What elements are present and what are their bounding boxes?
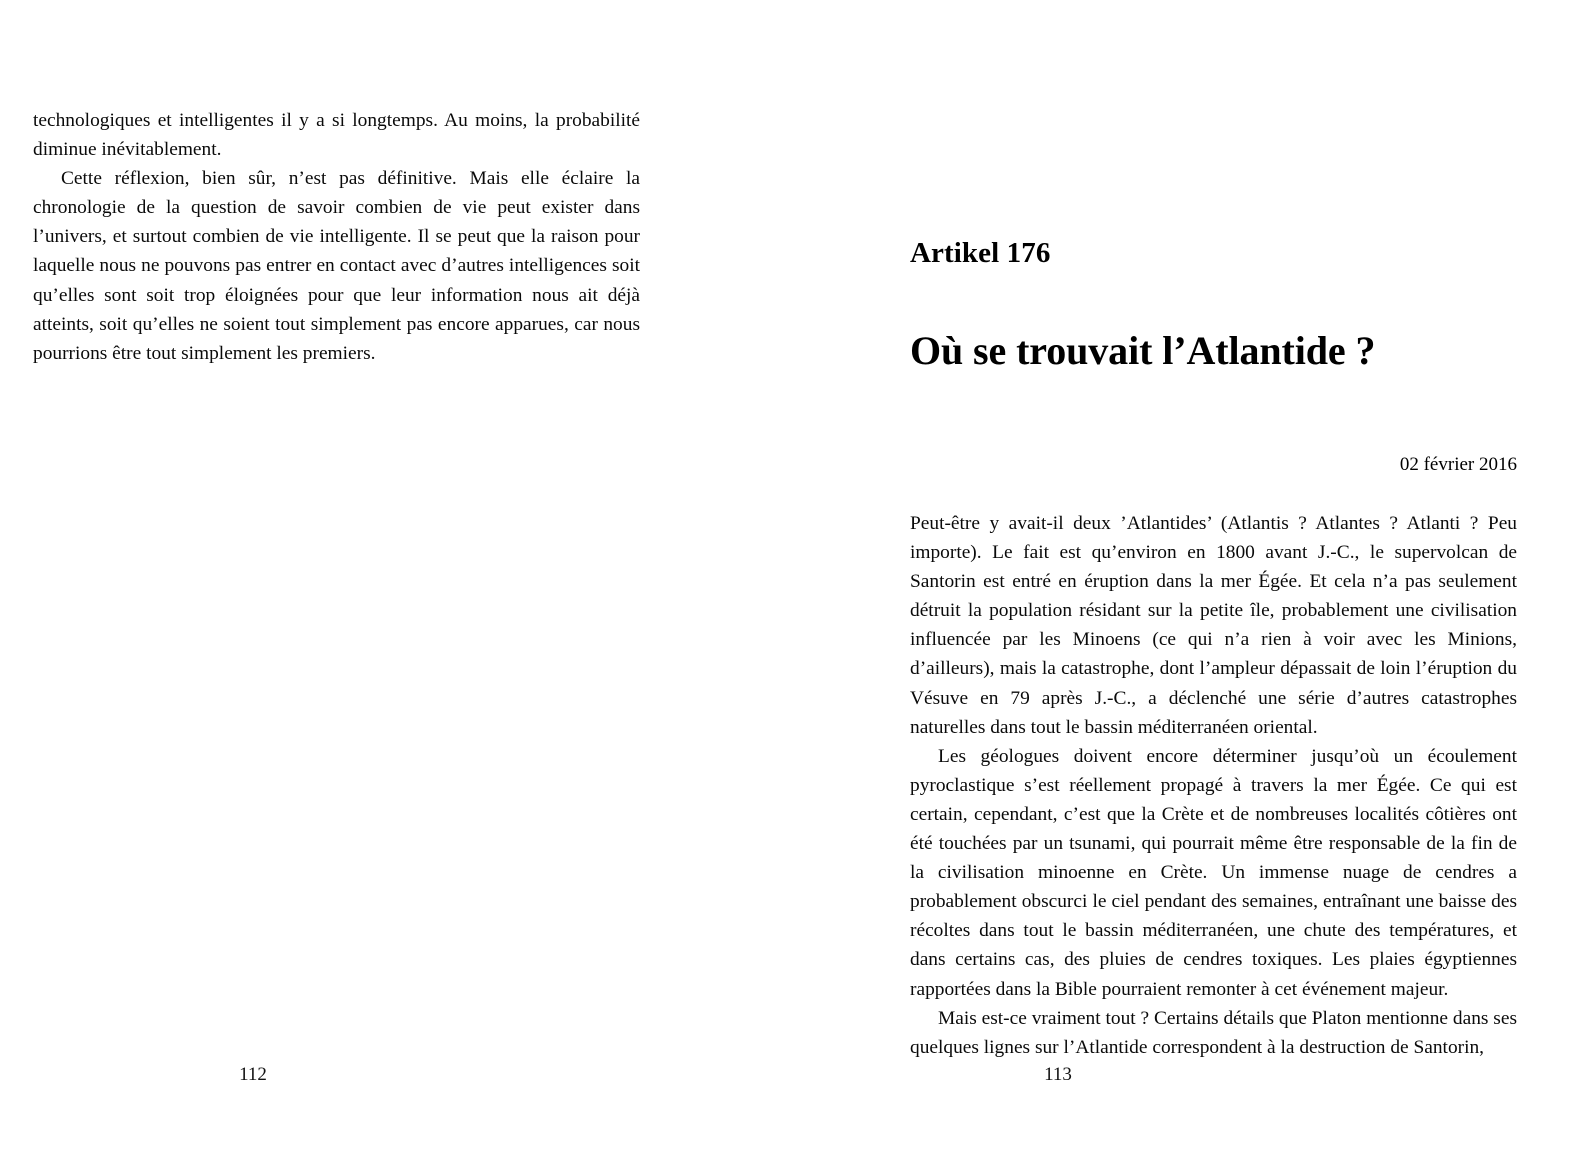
left-page-text-column <box>33 106 640 368</box>
article-title: Où se trouvait l’Atlantide ? <box>910 328 1376 373</box>
article-number: Artikel 176 <box>910 237 1051 269</box>
article-header <box>910 236 1517 374</box>
page-number-right: 113 <box>1044 1064 1072 1085</box>
paragraph: technologiques et intelligentes il y a si longtemps. Au moins, la probabilité diminue inévitablement. <box>33 110 640 161</box>
paragraph: Cette réflexion, bien sûr, n’est pas définitive. Mais elle éclaire la chronologie de la question de savoir combien de vie peut exister dans l’univers, et surtout combien de vie intelligente. Il se peut que la raison pour laquelle nous ne pouvons pas entrer en contact avec d’autres intelligences soit qu’elles sont soit trop éloignées pour que leur information nous ait déjà atteints, soit qu’elles ne soient tout simplement pas encore apparues, car nous pourrions être tout simplement les premiers. <box>33 168 640 364</box>
right-page-text-column <box>910 509 1517 1062</box>
paragraph: Peut-être y avait-il deux ’Atlantides’ (Atlantis ? Atlantes ? Atlanti ? Peu importe). Le fait est qu’environ en 1800 avant J.-C., le supervolcan de Santorin est entré en éruption dans la mer Égée. Et cela n’a pas seulement détruit la population résidant sur la petite île, probablement une civilisation influencée par les Minoens (ce qui n’a rien à voir avec les Minions, d’ailleurs), mais la catastrophe, dont l’ampleur dépassait de loin l’éruption du Vésuve en 79 après J.-C., a déclenché une série d’autres catastrophes naturelles dans tout le bassin méditerranéen oriental. <box>910 513 1517 738</box>
page-number-left: 112 <box>239 1064 267 1085</box>
paragraph: Les géologues doivent encore déterminer jusqu’où un écoulement pyroclastique s’est réellement propagé à travers la mer Égée. Ce qui est certain, cependant, c’est que la Crète et de nombreuses localités côtières ont été touchées par un tsunami, qui pourrait même être responsable de la fin de la civilisation minoenne en Crète. Un immense nuage de cendres a probablement obscurci le ciel pendant des semaines, entraînant une baisse des récoltes dans tout le bassin méditerranéen, une chute des températures, et dans certains cas, des pluies de cendres toxiques. Les plaies égyptiennes rapportées dans la Bible pourraient remonter à cet événement majeur. <box>910 745 1517 1000</box>
paragraph: Mais est-ce vraiment tout ? Certains détails que Platon mentionne dans ses quelques lignes sur l’Atlantide correspondent à la destruction de Santorin, <box>910 1007 1517 1058</box>
page-right <box>786 0 1572 1149</box>
article-date: 02 février 2016 <box>1399 454 1517 475</box>
